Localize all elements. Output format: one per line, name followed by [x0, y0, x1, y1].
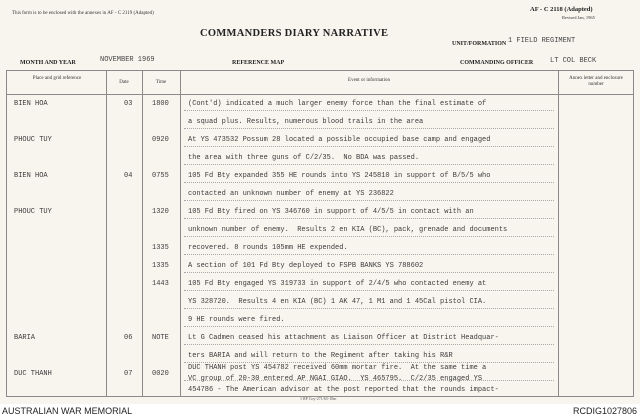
- entry-place: BIEN HOA: [14, 172, 48, 180]
- entry-line: a squad plus. Results, numerous blood trails in the area: [188, 118, 424, 126]
- column-header-annex: Annex letter and enclosure number: [569, 76, 623, 87]
- entry-line: 105 Fd Bty fired on YS 346760 in support of 4/5/5 in contact with an: [188, 208, 474, 216]
- entry-line: At YS 473532 Possum 28 located a possible occupied base camp and engaged: [188, 136, 491, 144]
- archive-caption-bar: [0, 404, 640, 418]
- writing-rule: [184, 236, 554, 237]
- column-divider: [142, 70, 143, 396]
- writing-rule: [184, 200, 554, 201]
- writing-rule: [184, 308, 554, 309]
- entry-line: the area with three guns of C/2/35. No BDA was passed.: [188, 154, 420, 162]
- column-header-date: Date: [119, 80, 129, 85]
- table-border: [6, 70, 7, 396]
- unit-label: UNIT/FORMATION: [452, 41, 507, 47]
- entry-time: 1320: [152, 208, 169, 216]
- entry-time: 1443: [152, 280, 169, 288]
- entry-date: 04: [124, 172, 133, 180]
- writing-rule: [184, 344, 554, 345]
- entry-time: 0020: [152, 370, 169, 378]
- writing-rule: [184, 218, 554, 219]
- column-header-event: Event or information: [348, 78, 390, 83]
- header-rule: [6, 94, 634, 95]
- entry-line: 105 Fd Bty engaged YS 319733 in support of 2/4/5 who contacted enemy at: [188, 280, 487, 288]
- column-divider: [106, 70, 107, 396]
- entry-time: 0920: [152, 136, 169, 144]
- form-note: This form is to be enclosed with the annexes in AF - C 2119 (Adapted): [12, 11, 154, 16]
- column-header-place: Place and grid reference: [32, 76, 82, 81]
- entry-date: 06: [124, 334, 133, 342]
- form-revised: Revised Jan, 1965: [562, 15, 595, 20]
- entry-date: 03: [124, 100, 133, 108]
- entry-time: 1335: [152, 244, 169, 252]
- entry-place: BARIA: [14, 334, 36, 342]
- entry-time: 1800: [152, 100, 169, 108]
- entry-time: 0755: [152, 172, 169, 180]
- column-header-time: Time: [155, 80, 167, 85]
- entry-line: YS 328720. Results 4 en KIA (BC) 1 AK 47, 1 M1 and 1 45Cal pistol CIA.: [188, 298, 487, 306]
- writing-rule: [184, 254, 554, 255]
- entry-line: 454786 - The American advisor at the post reported that the rounds impact-: [188, 386, 499, 394]
- writing-rule: [184, 182, 554, 183]
- entry-line: Lt G Cadmen ceased his attachment as Liaison Officer at District Headquar-: [188, 334, 499, 342]
- writing-rule: [184, 272, 554, 273]
- entry-place: PHOUC TUY: [14, 136, 52, 144]
- form-code: AF - C 2118 (Adapted): [530, 6, 593, 13]
- entry-line: DUC THANH post YS 454782 received 60mm mortar fire. At the same time a: [188, 364, 487, 372]
- diary-table: [6, 70, 634, 402]
- writing-rule: [184, 110, 554, 111]
- entry-time: 1335: [152, 262, 169, 270]
- entry-line: 105 Fd Bty expanded 355 HE rounds into YS 245810 in support of B/5/5 who: [188, 172, 491, 180]
- entry-line: unknown number of enemy. Results 2 en KIA (BC), pack, grenade and documents: [188, 226, 508, 234]
- entry-date: 07: [124, 370, 133, 378]
- page-title: COMMANDERS DIARY NARRATIVE: [200, 28, 389, 39]
- entry-line: ters BARIA and will return to the Regiment after taking his R&R: [188, 352, 453, 360]
- commanding-officer-label: COMMANDING OFFICER: [460, 60, 534, 66]
- writing-rule: [184, 290, 554, 291]
- entry-line: contacted an unknown number of enemy at YS 236822: [188, 190, 394, 198]
- writing-rule: [184, 362, 554, 363]
- writing-rule: [184, 128, 554, 129]
- unit-value: 1 FIELD REGIMENT: [508, 37, 576, 45]
- entry-line: A section of 101 Fd Bty deployed to FSPB BANKS YS 788602: [188, 262, 424, 270]
- printer-code: 1 RP Coy-271/65-10m: [300, 396, 337, 401]
- entry-place: BIEN HOA: [14, 100, 48, 108]
- month-value: NOVEMBER 1969: [100, 56, 155, 64]
- commanding-officer-value: LT COL BECK: [550, 57, 597, 65]
- table-top-rule: [6, 70, 634, 71]
- archive-reference: RCDIG1027806: [572, 406, 637, 416]
- table-border: [633, 70, 634, 396]
- reference-map-label: REFERENCE MAP: [232, 60, 285, 66]
- archive-name: AUSTRALIAN WAR MEMORIAL: [2, 406, 133, 416]
- entry-line: (Cont'd) indicated a much larger enemy force than the final estimate of: [188, 100, 487, 108]
- month-label: MONTH AND YEAR: [20, 60, 76, 66]
- entry-place: DUC THANH: [14, 370, 52, 378]
- entry-place: PHOUC TUY: [14, 208, 52, 216]
- entry-line: VC group of 20-30 entered AP NGAI GIAO. YS 465795. C/2/35 engaged YS: [188, 375, 483, 383]
- column-divider: [180, 70, 181, 396]
- entry-time: NOTE: [152, 334, 169, 342]
- writing-rule: [184, 326, 554, 327]
- writing-rule: [184, 146, 554, 147]
- writing-rule: [184, 164, 554, 165]
- column-divider: [558, 70, 559, 396]
- entry-line: 9 HE rounds were fired.: [188, 316, 285, 324]
- entry-line: recovered. 8 rounds 105mm HE expended.: [188, 244, 348, 252]
